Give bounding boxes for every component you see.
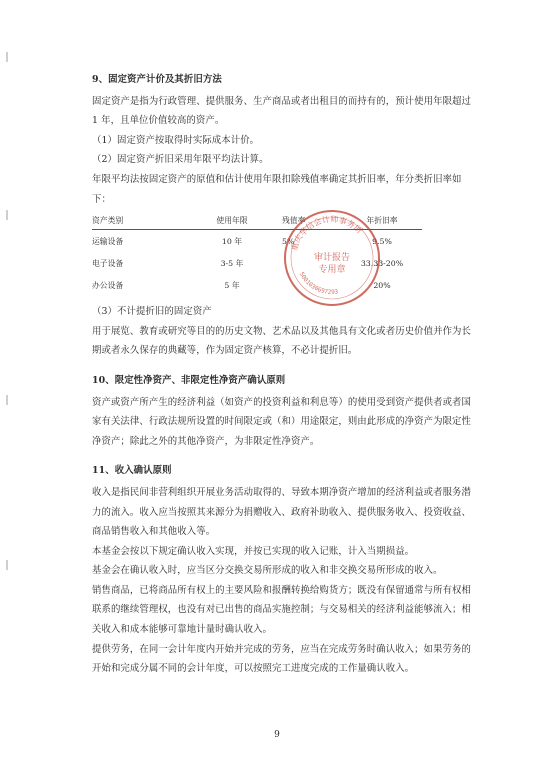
table-cell: 9.5%: [372, 236, 392, 246]
table-header-cell: 资产类别: [92, 211, 182, 230]
table-cell: 3-5 年: [220, 258, 244, 268]
table-cell: 运输设备: [92, 236, 124, 246]
paragraph: （1）固定资产按取得时实际成本计价。: [92, 134, 260, 146]
table-cell: 电子设备: [92, 258, 124, 268]
paragraph: （3）不计提折旧的固定资产: [92, 306, 212, 318]
paragraph: 提供劳务，在同一会计年度内开始并完成的劳务，应当在完成劳务时确认收入；如果劳务的开始和完成分属不同的会计年度，可以按照完工进度完成的工作量确认收入。: [92, 643, 472, 675]
paragraph: 基金会在确认收入时，应当区分交换交易所形成的收入和非交换交易所形成的收入。: [92, 565, 443, 577]
paragraph: 收入是指民间非营利组织开展业务活动取得的、导致本期净资产增加的经济利益或者服务潜力的流入。收入应当按照其来源分为捐赠收入、政府补助收入、提供服务收入、投资收益、商品销售收入和其他收入等。: [92, 486, 472, 538]
table-header-cell: 年折旧率: [342, 211, 422, 230]
section-10-heading: 10、限定性净资产、非限定性净资产确认原则: [92, 374, 286, 386]
seal-ring-text: 重庆华信会计师事务所: [289, 214, 364, 252]
document-body: [92, 70, 477, 679]
seal-inner-text: 专用章: [318, 265, 346, 275]
page-number: 9: [274, 730, 280, 740]
paragraph: 固定资产是指为行政管理、提供服务、生产商品或者出租目的而持有的，预计使用年限超过 1 年，且单位价值较高的资产。: [92, 95, 472, 127]
seal-inner-text: 审计报告: [313, 253, 351, 263]
paragraph: 本基金会按以下规定确认收入实现，并按已实现的收入记账，计入当期损益。: [92, 545, 415, 557]
margin-mark: [6, 52, 8, 62]
table-cell: 33.33-20%: [360, 258, 404, 268]
seal-number: 5001030697293: [297, 270, 339, 297]
margin-mark: [6, 395, 8, 405]
table-cell: 5%: [282, 236, 295, 246]
paragraph: 资产或资产所产生的经济利益（如资产的投资利益和利息等）的使用受到资产提供者或者国家有关法律、行政法规所设置的时间限定或（和）用途限定，则由此形成的净资产为限定性净资产；除此之外的其他净资产，为非限定性净资产。: [92, 396, 472, 447]
margin-mark: [6, 560, 8, 570]
svg-text:重庆华信会计师事务所: [289, 214, 365, 252]
table-header-cell: 使用年限: [182, 211, 282, 230]
section-9-heading: 9、固定资产计价及其折旧方法: [92, 74, 222, 85]
paragraph: （2）固定资产折旧采用年限平均法计算。: [92, 154, 269, 166]
official-seal-stamp: [282, 208, 382, 308]
paragraph: 销售商品，已将商品所有权上的主要风险和报酬转换给购货方；既没有保留通常与所有权相联系的继续管理权，也没有对已出售的商品实施控制；与交易相关的经济利益能够流入；相关收入和成本能够可靠地计量时确认收入。: [92, 584, 472, 636]
margin-mark: [6, 210, 8, 220]
paragraph: 年限平均法按固定资产的原值和估计使用年限扣除残值率确定其折旧率，年分类折旧率如下：: [92, 173, 462, 205]
table-header-cell: 残值率: [282, 211, 342, 230]
section-11-heading: 11、收入确认原则: [92, 465, 172, 477]
table-cell: 办公设备: [92, 280, 124, 290]
paragraph: 用于展览、教育或研究等目的的历史文物、艺术品以及其他具有文化或者历史价值并作为长期或者永久保存的典藏等，作为固定资产核算，不必计提折旧。: [92, 325, 472, 357]
table-cell: 20%: [373, 280, 391, 290]
table-cell: 5 年: [224, 280, 240, 290]
table-cell: 10 年: [221, 236, 243, 246]
